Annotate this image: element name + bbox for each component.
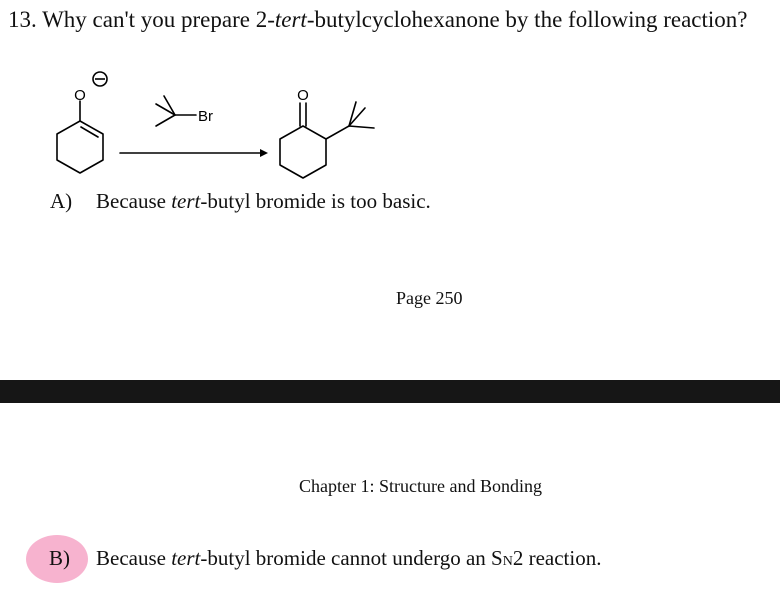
enolate-oxygen-label: O [74,87,86,104]
product-structure [280,102,374,178]
tert-butyl-bromide-structure [156,96,196,126]
option-b-text-mid: -butyl bromide cannot undergo an S [200,546,503,570]
page-break-divider [0,380,780,403]
page-number: Page 250 [396,288,463,308]
option-b-letter: B) [49,546,70,570]
question-text-start: Why can't you prepare 2- [42,7,275,32]
option-a-text-start: Because [96,189,172,213]
arrow-head-icon [260,149,268,157]
option-a-text-end: -butyl bromide is too basic. [200,189,431,213]
reaction-diagram [50,64,410,188]
enolate-structure [57,101,103,173]
product-oxygen-label: O [297,87,309,104]
option-b-text [96,546,601,571]
option-b-text-start: Because [96,546,172,570]
question-text-italic: tert [274,7,307,32]
chapter-heading: Chapter 1: Structure and Bonding [299,476,542,496]
option-a[interactable] [50,189,431,214]
bromine-label: Br [198,108,213,125]
option-b-text-end: 2 reaction. [512,546,602,570]
reaction-scheme [50,64,410,188]
option-a-letter: A) [50,189,73,213]
question-number: 13. [8,7,37,32]
option-b-subscript: N [502,554,513,569]
question-text [8,7,748,33]
option-a-text-italic: tert [171,189,201,213]
question-text-end: -butylcyclohexanone by the following reaction? [306,7,748,32]
option-b-text-italic: tert [171,546,201,570]
